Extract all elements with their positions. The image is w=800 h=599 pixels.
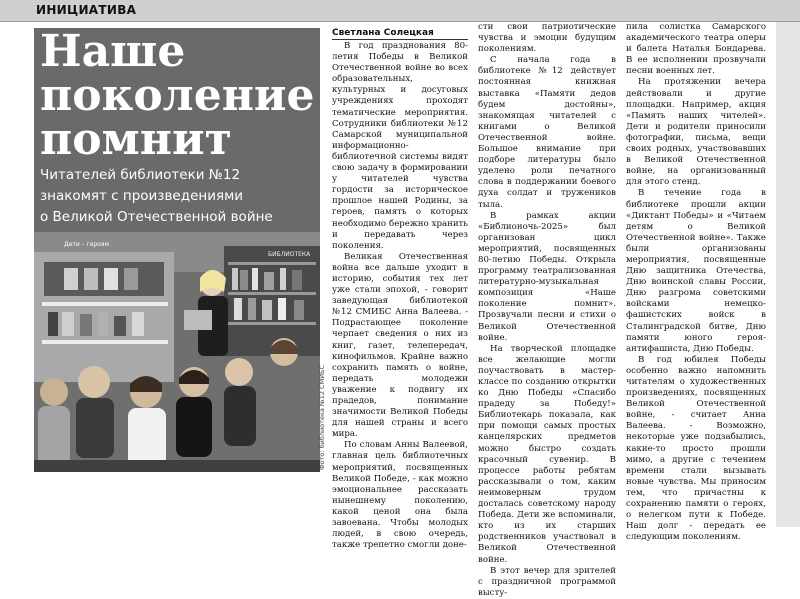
paragraph: В год празднования 80-летия Победы в Великой Отечественной войне во всех образовательных, культурных и досуговых учреждениях проходят тематические мероприятия. Сотрудники библиотеки №12 Самарской муниципальной информационно-библиотечной системы видят свою задачу в формировании у читателей чувства гордости за историческое прошлое нашей Родины, за героев, память о которых необходимо бережно хранить и передавать через поколения. [332, 41, 468, 251]
subhead-line: знакомят с произведениями [40, 188, 244, 204]
paragraph: В рамках акции «Библионочь-2025» был организован цикл мероприятий, посвященных 80-летию Победы. Открыла программу театрализованная литературно-музыкальная композиция «Наше поколение помнит». Прозвучали песни и стихи о Великой Отечественной войне. [478, 210, 616, 343]
paragraph: На творческой площадке все желающие могли поучаствовать в мастер-классе по созданию открытки ко Дню Победы «Спасибо прадеду за Победу!» Библиотекарь показала, как при помощи самых простых канцелярских предметов можно быстро создать красочный сувенир. В процессе работы ребятам рассказывали о том, каким неимоверным трудом досталась советскому народу Победа. Дети же вспоминали, кто из их старших родственников участвовал в Великой Отечественной войне. [478, 343, 616, 565]
subhead-line: Читателей библиотеки №12 [40, 167, 241, 183]
article-column-2 [478, 22, 616, 599]
display-sign: Дети – героям [64, 241, 110, 248]
paragraph: По словам Анны Валеевой, главная цель библиотечных мероприятий, посвященных Великой Победе, - как можно эмоциональнее рассказать нынешнему поколению, какой ценой она была завоевана. Чтобы молодых людей, в свою очередь, также трепетно смогли доне- [332, 440, 468, 551]
headline-line: поколение [40, 70, 315, 121]
headline-line: помнит [40, 114, 232, 165]
rubric-label: ИНИЦИАТИВА [36, 3, 137, 17]
page-edge-strip [776, 22, 800, 527]
paragraph: пила солистка Самарского академического театра оперы и балета Наталья Бондарева. В ее исполнении прозвучали песни военных лет. [626, 22, 766, 77]
subhead-line: о Великой Отечественной войне [40, 209, 273, 225]
paragraph: сти свои патриотические чувства и эмоции будущим поколениям. [478, 22, 616, 55]
subheadline [40, 165, 322, 228]
headline-line: Наше [40, 26, 186, 77]
paragraph: Великая Отечественная война все дальше уходит в историю, события тех лет уже стали эпохой, - говорит заведующая библиотекой №12 СМИБС Анна Валеева. - Подрастающее поколение черпает сведения о них из книг, газет, телепередач, кинофильмов. Крайне важно сохранить память о войне, передать молодежи уважение к подвигу их прадедов, понимание значимости Великой Победы для нашей страны и всего мира. [332, 251, 468, 440]
paragraph: В этот вечер для зрителей с праздничной программой высту- [478, 565, 616, 598]
shelf-sign: БИБЛИОТЕКА [268, 251, 311, 258]
article-column-3 [626, 22, 766, 543]
article-photo [34, 232, 320, 472]
library-children-illustration [34, 232, 320, 472]
paragraph: В течение года в библиотеке прошли акции «Диктант Победы» и «Читаем детям о Великой Отечественной войне». Также были организованы мероприятия, посвященные Дню защитника Отечества, Дню воинской славы России, Дню разгрома советскими войсками немецко-фашистских войск в Сталинградской битве, Дню памяти юного героя-антифашиста, Дню Победы. [626, 188, 766, 354]
author-byline: Светлана Солецкая [332, 28, 468, 40]
photo-credit: Фото: библиотека №12 СМИБС [318, 364, 326, 470]
paragraph: В год юбилея Победы особенно важно напомнить читателям о художественных произведениях, посвященных Великой Отечественной войне, - считает Анна Валеева. - Возможно, некоторые уже подзабылись, какие-то просто прошли мимо, а другие с течением времени стали вызывать новые чувства. Мы приносим тем, что причастны к сохранению памяти о героях, о нелегком пути к Победе. Наш долг - передать ее следующим поколениям. [626, 354, 766, 543]
article-column-1 [332, 41, 468, 551]
headline [40, 26, 320, 165]
rubric-bar [0, 0, 800, 22]
paragraph: С начала года в библиотеке №12 действует постоянная книжная выставка «Памяти дедов будем достойны», знакомящая читателей с книгами о Великой Отечественной войне. Большое внимание при подборе литературы было уделено роли печатного слова в поддержании боевого духа солдат и тружеников тыла. [478, 55, 616, 210]
paragraph: На протяжении вечера действовали и другие площадки. Например, акция «Память наших чителей». Дети и родители приносили фотографии, письма, вещи своих родных, участвовавших в Великой Отечественной войне, на организованный для этого стенд. [626, 77, 766, 188]
